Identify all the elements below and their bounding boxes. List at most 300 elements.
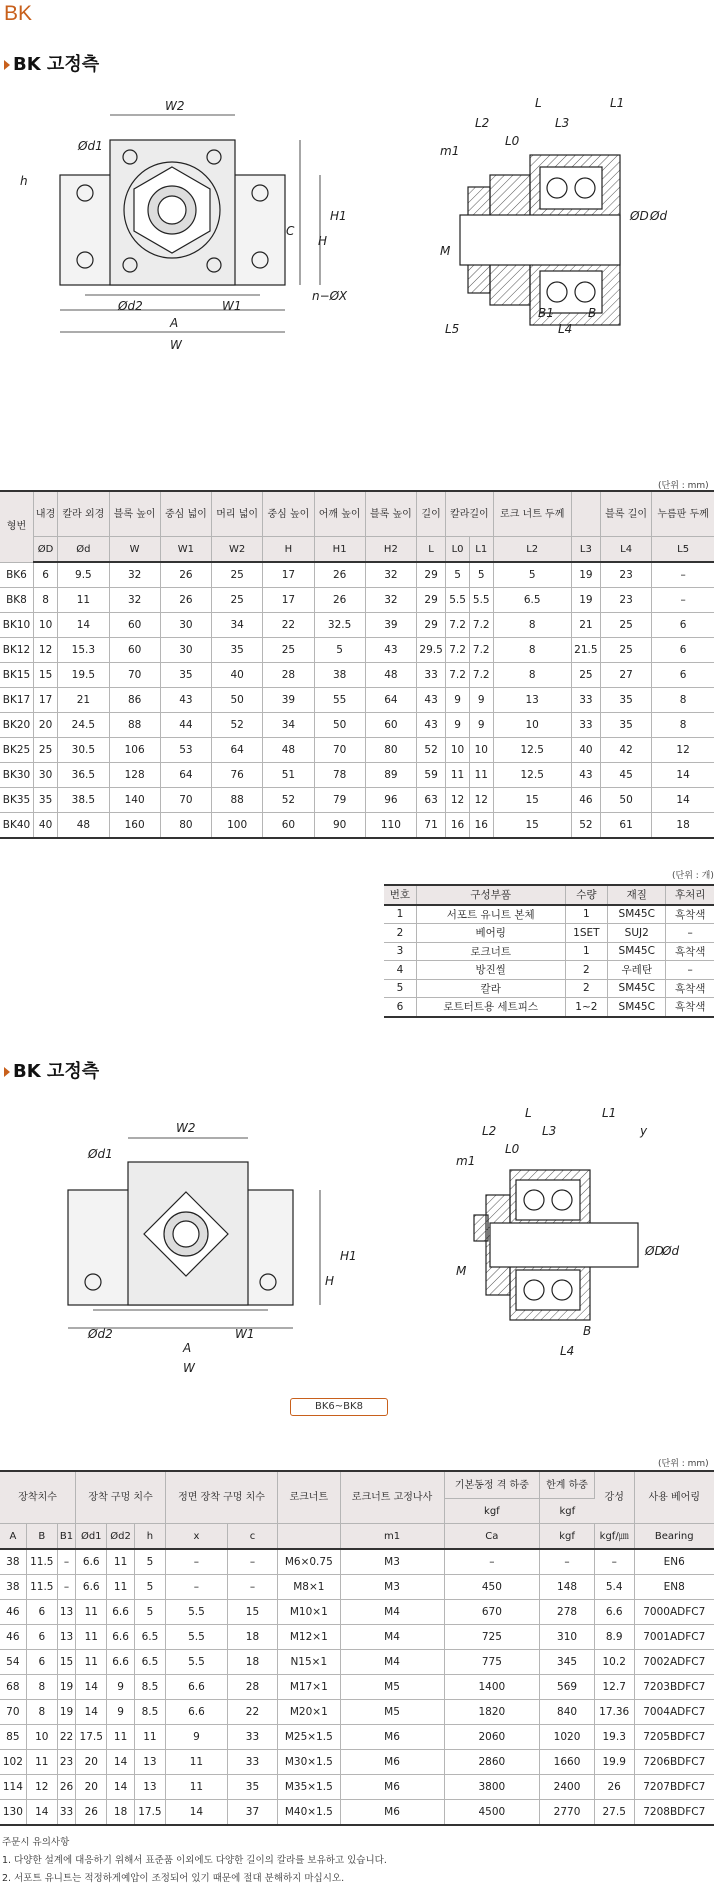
table-cell: 7206BDFC7: [634, 1750, 714, 1775]
table-cell: –: [166, 1549, 228, 1575]
table-cell: 32: [109, 562, 160, 588]
table-cell: 21.5: [571, 638, 600, 663]
table-cell: 30: [33, 763, 57, 788]
header-cell: 블록 높이: [365, 491, 416, 537]
table-header-row: [384, 885, 714, 905]
table-row: [384, 924, 714, 943]
unit-label: (단위 : mm): [658, 481, 709, 491]
table-cell: M3: [340, 1575, 444, 1600]
table-cell: 5: [384, 979, 416, 998]
table-row: [0, 1675, 714, 1700]
table-cell: 7208BDFC7: [634, 1800, 714, 1826]
table-cell: 64: [160, 763, 211, 788]
table-cell: 37: [227, 1800, 277, 1826]
label-l2: L2: [482, 1124, 497, 1138]
table-cell: 7207BDFC7: [634, 1775, 714, 1800]
table-cell: 19: [57, 1700, 75, 1725]
table-cell: BK40: [0, 813, 33, 839]
table-cell: –: [57, 1575, 75, 1600]
table-cell: 14: [58, 613, 109, 638]
label-b: B: [588, 306, 597, 320]
table-cell: 8: [33, 588, 57, 613]
table-cell: 흑착색: [666, 998, 714, 1017]
label-l0: L0: [505, 1142, 520, 1156]
table-cell: 7000ADFC7: [634, 1600, 714, 1625]
label-y: y: [640, 1124, 648, 1138]
table-cell: 15: [227, 1600, 277, 1625]
table-cell: 9: [166, 1725, 228, 1750]
table-cell: 34: [263, 713, 314, 738]
note-item: 2. 서포트 유니트는 적정하게예압이 조정되어 있기 때문에 절대 분해하지 마십시오.: [2, 1873, 345, 1884]
label-m: M: [440, 244, 451, 258]
table-header-row: [0, 1471, 714, 1499]
table-cell: 4500: [444, 1800, 540, 1826]
table-cell: 3: [384, 942, 416, 961]
table-cell: 6.6: [107, 1650, 135, 1675]
table-cell: 29: [417, 562, 446, 588]
label-l: L: [525, 1106, 532, 1120]
table-cell: 20: [33, 713, 57, 738]
header-cell: [571, 491, 600, 537]
table-cell: 25: [263, 638, 314, 663]
table-cell: 450: [444, 1575, 540, 1600]
table-cell: 15: [57, 1650, 75, 1675]
label-l4: L4: [558, 322, 573, 336]
table-cell: 로트터트용 세트피스: [416, 998, 565, 1017]
table-cell: 5: [134, 1600, 165, 1625]
subheader-cell: m1: [340, 1524, 444, 1550]
label-l0: L0: [505, 134, 520, 148]
table-cell: 54: [0, 1650, 26, 1675]
label-od-small: Ød: [662, 1244, 680, 1258]
table-cell: 베어링: [416, 924, 565, 943]
subheader-cell: B1: [57, 1524, 75, 1550]
table-cell: 50: [212, 688, 263, 713]
table-cell: 39: [263, 688, 314, 713]
table-cell: 6: [384, 998, 416, 1017]
header-cell: kgf: [540, 1499, 595, 1524]
table-cell: 14: [652, 788, 714, 813]
table-cell: 35: [600, 713, 651, 738]
table-cell: 55: [314, 688, 365, 713]
table-cell: 7002ADFC7: [634, 1650, 714, 1675]
table-row: [384, 961, 714, 980]
table-cell: BK25: [0, 738, 33, 763]
parts-table: [384, 884, 714, 1018]
label-l3: L3: [555, 116, 570, 130]
table-cell: 25: [571, 663, 600, 688]
header-cell: 한계 하중: [540, 1471, 595, 1499]
table-cell: 8: [652, 713, 714, 738]
table-cell: 방진씰: [416, 961, 565, 980]
subheader-cell: L: [417, 537, 446, 563]
table-cell: 17: [263, 588, 314, 613]
table-cell: 5.4: [594, 1575, 634, 1600]
table-cell: BK6: [0, 562, 33, 588]
table-cell: 16: [446, 813, 470, 839]
table-cell: 32.5: [314, 613, 365, 638]
table-cell: 5: [446, 562, 470, 588]
table-cell: 23: [600, 562, 651, 588]
table-cell: 52: [212, 713, 263, 738]
table-subheader-row: [0, 537, 714, 563]
header-cell: 후처리: [666, 885, 714, 905]
table-cell: 우레탄: [608, 961, 666, 980]
table-cell: 48: [58, 813, 109, 839]
table-cell: 5: [134, 1549, 165, 1575]
table-cell: 23: [600, 588, 651, 613]
unit-label: (단위 : 개): [672, 871, 714, 881]
header-cell: 내경: [33, 491, 57, 537]
table-cell: 24.5: [58, 713, 109, 738]
header-cell: 칼라 외경: [58, 491, 109, 537]
table-cell: 51: [263, 763, 314, 788]
table-cell: 25: [212, 562, 263, 588]
subheader-cell: c: [227, 1524, 277, 1550]
table-cell: 13: [134, 1750, 165, 1775]
drawing-side-view-1: [440, 95, 710, 405]
label-nx: n−ØX: [312, 289, 348, 303]
table-cell: 43: [365, 638, 416, 663]
table-cell: 10: [33, 613, 57, 638]
table-cell: 13: [493, 688, 571, 713]
table-cell: 9: [107, 1675, 135, 1700]
table-cell: 19: [57, 1675, 75, 1700]
label-d1: Ød1: [78, 139, 103, 153]
table-cell: 43: [417, 713, 446, 738]
table-cell: 34: [212, 613, 263, 638]
table-cell: 7004ADFC7: [634, 1700, 714, 1725]
table-cell: 칼라: [416, 979, 565, 998]
table-cell: 14: [166, 1800, 228, 1826]
table-cell: M6×0.75: [278, 1549, 340, 1575]
table-cell: 18: [227, 1650, 277, 1675]
label-w1: W1: [235, 1327, 255, 1341]
triangle-icon: [4, 1067, 10, 1077]
table-cell: 15: [33, 663, 57, 688]
header-cell: 재질: [608, 885, 666, 905]
table-cell: SM45C: [608, 998, 666, 1017]
table-cell: 17.5: [76, 1725, 107, 1750]
table-cell: 40: [33, 813, 57, 839]
table-cell: 25: [212, 588, 263, 613]
table-row: [0, 1725, 714, 1750]
label-w2: W2: [176, 1121, 196, 1135]
table-cell: 12: [469, 788, 493, 813]
table-cell: –: [57, 1549, 75, 1575]
table-cell: 78: [314, 763, 365, 788]
table-cell: 85: [0, 1725, 26, 1750]
table-cell: 60: [365, 713, 416, 738]
header-cell: 중심 높이: [263, 491, 314, 537]
table-cell: 52: [571, 813, 600, 839]
table-cell: 30.5: [58, 738, 109, 763]
table-cell: 5: [469, 562, 493, 588]
table-cell: 70: [109, 663, 160, 688]
label-a: A: [170, 316, 179, 330]
table-cell: 48: [263, 738, 314, 763]
table-cell: M6: [340, 1775, 444, 1800]
table-cell: 76: [212, 763, 263, 788]
table-cell: BK15: [0, 663, 33, 688]
header-cell: 로크너트 고정나사: [340, 1471, 444, 1524]
table-cell: 29: [417, 588, 446, 613]
header-cell: 로크 너트 두께: [493, 491, 571, 537]
subheader-cell: Ca: [444, 1524, 540, 1550]
table-cell: 33: [227, 1750, 277, 1775]
table-cell: 22: [263, 613, 314, 638]
header-cell: 칼라길이: [446, 491, 493, 537]
table-cell: 1400: [444, 1675, 540, 1700]
table-cell: 7.2: [469, 663, 493, 688]
subheader-cell: Ød: [58, 537, 109, 563]
table-cell: 43: [417, 688, 446, 713]
table-cell: 5.5: [166, 1600, 228, 1625]
table-cell: M4: [340, 1625, 444, 1650]
header-cell: 장착 구멍 치수: [76, 1471, 166, 1524]
table-cell: 28: [263, 663, 314, 688]
table-cell: 11: [107, 1549, 135, 1575]
table-cell: 12.5: [493, 738, 571, 763]
table-cell: 2: [565, 979, 608, 998]
subheader-cell: h: [134, 1524, 165, 1550]
label-l3: L3: [542, 1124, 557, 1138]
header-cell: 중심 넓이: [160, 491, 211, 537]
table-cell: 1~2: [565, 998, 608, 1017]
table-cell: 35: [33, 788, 57, 813]
table-cell: 1020: [540, 1725, 595, 1750]
notes-title: 주문시 유의사항: [2, 1837, 70, 1848]
table-cell: 12: [652, 738, 714, 763]
order-notes: [2, 1834, 387, 1888]
label-a: A: [183, 1341, 192, 1355]
table-cell: 12.5: [493, 763, 571, 788]
table-cell: 22: [57, 1725, 75, 1750]
table-cell: 102: [0, 1750, 26, 1775]
label-b: B: [583, 1324, 592, 1338]
header-cell: 머리 넓이: [212, 491, 263, 537]
table-cell: 10.2: [594, 1650, 634, 1675]
table-cell: 19.5: [58, 663, 109, 688]
table-cell: 725: [444, 1625, 540, 1650]
table-cell: M6: [340, 1800, 444, 1826]
section-title: BK 고정측: [4, 50, 99, 76]
table-cell: 33: [571, 713, 600, 738]
table-cell: 32: [365, 562, 416, 588]
table-cell: 10: [469, 738, 493, 763]
table-cell: 11: [107, 1575, 135, 1600]
header-cell: 수량: [565, 885, 608, 905]
table-cell: 27: [600, 663, 651, 688]
table-cell: 96: [365, 788, 416, 813]
table-cell: BK17: [0, 688, 33, 713]
table-cell: 7.2: [446, 613, 470, 638]
table-cell: 70: [314, 738, 365, 763]
header-cell: 기본동정 격 하중: [444, 1471, 540, 1499]
table-cell: 25: [33, 738, 57, 763]
table-cell: 9: [469, 713, 493, 738]
table-cell: SM45C: [608, 979, 666, 998]
table-cell: M35×1.5: [278, 1775, 340, 1800]
table-cell: M25×1.5: [278, 1725, 340, 1750]
table-row: [0, 1700, 714, 1725]
table-cell: 35: [212, 638, 263, 663]
subheader-cell: L4: [600, 537, 651, 563]
table-cell: 11: [76, 1600, 107, 1625]
table-cell: 53: [160, 738, 211, 763]
table-cell: 64: [212, 738, 263, 763]
table-cell: M8×1: [278, 1575, 340, 1600]
subheader-cell: W: [109, 537, 160, 563]
table-cell: 39: [365, 613, 416, 638]
table-cell: 89: [365, 763, 416, 788]
table-cell: 60: [263, 813, 314, 839]
spec-table-dimensions: [0, 490, 714, 839]
table-cell: 2060: [444, 1725, 540, 1750]
table-cell: 63: [417, 788, 446, 813]
table-cell: 310: [540, 1625, 595, 1650]
table-cell: 5.5: [166, 1650, 228, 1675]
table-cell: 345: [540, 1650, 595, 1675]
table-cell: 35: [227, 1775, 277, 1800]
table-cell: 569: [540, 1675, 595, 1700]
table-cell: 17.5: [134, 1800, 165, 1826]
table-cell: 26: [160, 588, 211, 613]
table-cell: 670: [444, 1600, 540, 1625]
table-cell: –: [594, 1549, 634, 1575]
table-cell: 86: [109, 688, 160, 713]
table-cell: 25: [600, 613, 651, 638]
table-cell: 14: [76, 1675, 107, 1700]
table-cell: 10: [446, 738, 470, 763]
label-d2: Ød2: [118, 299, 143, 313]
table-cell: 88: [109, 713, 160, 738]
table-cell: 33: [417, 663, 446, 688]
table-row: [0, 763, 714, 788]
table-cell: 7203BDFC7: [634, 1675, 714, 1700]
table-cell: 30: [160, 638, 211, 663]
table-cell: 32: [365, 588, 416, 613]
table-cell: 6.6: [166, 1700, 228, 1725]
subheader-cell: H2: [365, 537, 416, 563]
label-w2: W2: [165, 99, 185, 113]
table-cell: 2400: [540, 1775, 595, 1800]
header-cell: 장착치수: [0, 1471, 76, 1524]
table-cell: 43: [160, 688, 211, 713]
label-l2: L2: [475, 116, 490, 130]
table-cell: 9: [446, 688, 470, 713]
subheader-cell: H1: [314, 537, 365, 563]
table-cell: 110: [365, 813, 416, 839]
table-row: [0, 1650, 714, 1675]
table-cell: 50: [314, 713, 365, 738]
label-w: W: [170, 338, 182, 352]
table-cell: SM45C: [608, 905, 666, 924]
table-cell: 130: [0, 1800, 26, 1826]
table-cell: 5: [493, 562, 571, 588]
table-row: [384, 942, 714, 961]
section-title: BK 고정측: [4, 1057, 99, 1083]
table-cell: 48: [365, 663, 416, 688]
table-cell: 840: [540, 1700, 595, 1725]
label-l5: L5: [445, 322, 460, 336]
label-l1: L1: [610, 96, 625, 110]
table-cell: 44: [160, 713, 211, 738]
table-cell: 6: [26, 1600, 57, 1625]
table-cell: M5: [340, 1700, 444, 1725]
table-cell: 1820: [444, 1700, 540, 1725]
drawing-front-view-1: [0, 95, 348, 405]
table-cell: 로크너트: [416, 942, 565, 961]
table-cell: EN8: [634, 1575, 714, 1600]
table-cell: 1: [565, 942, 608, 961]
brand-title: BK: [4, 2, 33, 25]
table-cell: 60: [109, 613, 160, 638]
table-cell: 80: [160, 813, 211, 839]
table-cell: 1660: [540, 1750, 595, 1775]
table-cell: SM45C: [608, 942, 666, 961]
table-cell: 100: [212, 813, 263, 839]
table-cell: 29.5: [417, 638, 446, 663]
table-row: [0, 1600, 714, 1625]
note-item: 1. 다양한 설계에 대응하기 위해서 표준품 이외에도 다양한 길이의 칼라를 보유하고 있습니다.: [2, 1855, 387, 1866]
table-cell: 5: [134, 1575, 165, 1600]
table-cell: 8: [493, 613, 571, 638]
table-cell: 27.5: [594, 1800, 634, 1826]
table-cell: –: [227, 1549, 277, 1575]
table-cell: 8: [26, 1675, 57, 1700]
table-cell: 9: [107, 1700, 135, 1725]
table-cell: 9: [446, 713, 470, 738]
triangle-icon: [4, 60, 10, 70]
subheader-cell: ØD: [33, 537, 57, 563]
header-cell: 형번: [0, 491, 33, 562]
table-cell: M12×1: [278, 1625, 340, 1650]
table-subheader-row: [0, 1524, 714, 1550]
label-h-dim: H: [325, 1274, 335, 1288]
table-cell: 38: [314, 663, 365, 688]
table-cell: 19.9: [594, 1750, 634, 1775]
table-cell: 278: [540, 1600, 595, 1625]
table-header-row: [0, 491, 714, 537]
label-m1: m1: [440, 144, 460, 158]
table-cell: 11.5: [26, 1549, 57, 1575]
table-cell: 5.5: [166, 1625, 228, 1650]
table-cell: N15×1: [278, 1650, 340, 1675]
table-cell: 2770: [540, 1800, 595, 1826]
table-cell: 12: [446, 788, 470, 813]
table-row: [0, 688, 714, 713]
table-cell: 8.5: [134, 1700, 165, 1725]
table-cell: –: [166, 1575, 228, 1600]
table-cell: BK35: [0, 788, 33, 813]
table-cell: 26: [314, 588, 365, 613]
table-cell: 13: [57, 1600, 75, 1625]
table-row: [0, 813, 714, 839]
table-row: [384, 998, 714, 1017]
table-cell: 20: [76, 1750, 107, 1775]
table-cell: 8: [493, 638, 571, 663]
label-l1: L1: [602, 1106, 617, 1120]
unit-label: (단위 : mm): [658, 1459, 709, 1469]
label-od: ØD: [645, 1244, 664, 1258]
table-cell: –: [652, 588, 714, 613]
subheader-cell: B: [26, 1524, 57, 1550]
table-cell: M20×1: [278, 1700, 340, 1725]
table-cell: 14: [652, 763, 714, 788]
table-cell: BK30: [0, 763, 33, 788]
table-cell: 11: [134, 1725, 165, 1750]
